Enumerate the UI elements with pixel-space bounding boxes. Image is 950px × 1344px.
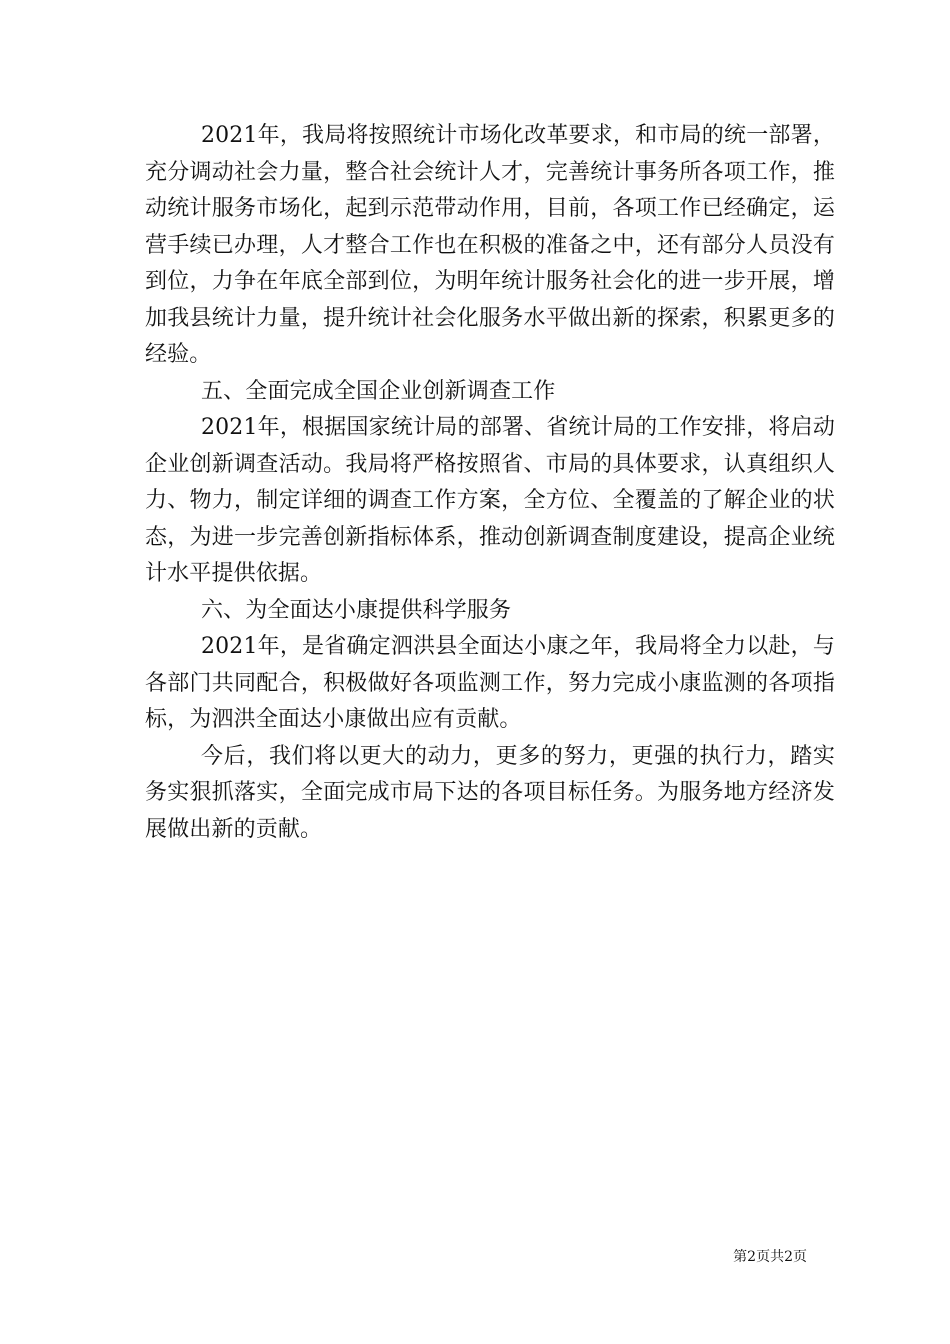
- page-number-footer: [733, 1248, 807, 1266]
- section-heading-6: 六、为全面达小康提供科学服务: [201, 597, 512, 623]
- paragraph-4: 今后，我们将以更大的动力，更多的努力，更强的执行力，踏实务实狠抓落实，全面完成市局下达的各项目标任务。为服务地方经济发展做出新的贡献。: [145, 743, 835, 842]
- document-body: [145, 118, 835, 848]
- page-number-label: 第2页共2页: [733, 1249, 807, 1265]
- section-heading-5: 五、全面完成全国企业创新调查工作: [201, 378, 556, 404]
- paragraph-2: 2021年，根据国家统计局的部署、省统计局的工作安排，将启动企业创新调查活动。我局将严格按照省、市局的具体要求，认真组织人力、物力，制定详细的调查工作方案，全方位、全覆盖的了解企业的状态，为进一步完善创新指标体系，推动创新调查制度建设，提高企业统计水平提供依据。: [145, 415, 835, 586]
- paragraph-1: 2021年，我局将按照统计市场化改革要求，和市局的统一部署，充分调动社会力量，整合社会统计人才，完善统计事务所各项工作，推动统计服务市场化，起到示范带动作用，目前，各项工作已经确定，运营手续已办理，人才整合工作也在积极的准备之中，还有部分人员没有到位，力争在年底全部到位，为明年统计服务社会化的进一步开展，增加我县统计力量，提升统计社会化服务水平做出新的探索，积累更多的经验。: [145, 123, 835, 367]
- paragraph-3: 2021年，是省确定泗洪县全面达小康之年，我局将全力以赴，与各部门共同配合，积极做好各项监测工作，努力完成小康监测的各项指标，为泗洪全面达小康做出应有贡献。: [145, 634, 835, 732]
